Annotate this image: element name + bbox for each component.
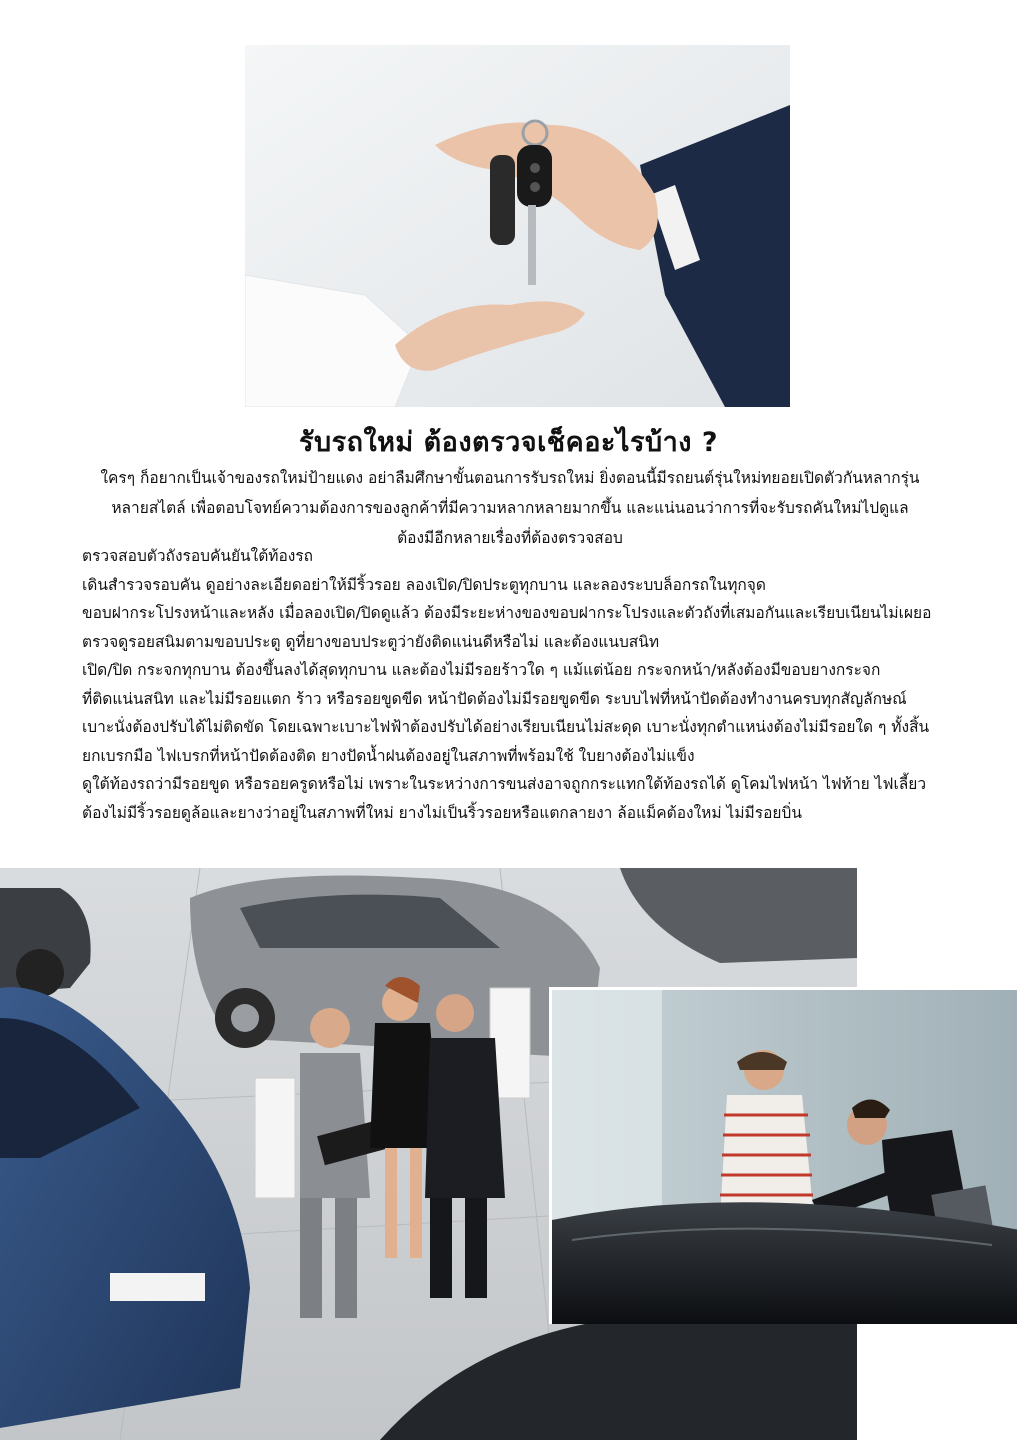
body-line: ต้องไม่มีริ้วรอยดูล้อและยางว่าอยู่ในสภาพที่ใหม่ ยางไม่เป็นริ้วรอยหรือแตกลายงา ล้อแม็คต้องใหม่ ไม่มีรอยบิ่น [82,803,802,822]
body-line: ยกเบรกมือ ไฟเบรกที่หน้าปัดต้องติด ยางปัดน้ำฝนต้องอยู่ในสภาพที่พร้อมใช้ ใบยางต้องไม่แข็ง [82,746,695,765]
body-line: ตรวจดูรอยสนิมตามขอบประตู ดูที่ยางขอบประตูว่ายังติดแน่นดีหรือไม่ และต้องแนบสนิท [82,632,660,651]
body-line: ดูใต้ท้องรถว่ามีรอยขูด หรือรอยครูดหรือไม่ เพราะในระหว่างการขนส่งอาจถูกกระแทกใต้ท้องรถได้ ดูโคมไฟหน้า ไฟท้าย ไฟเลี้ยว [82,775,927,793]
article-title: รับรถใหม่ ต้องตรวจเช็คอะไรบ้าง ? [298,427,719,458]
intro-line: หลายสไตล์ เพื่อตอบโจทย์ความต้องการของลูกค้าที่มีความหลากหลายมากขึ้น และแน่นอนว่าการที่จะรับรถคันใหม่ไปดูแล [111,499,909,517]
body-line: ขอบฝากระโปรงหน้าและหลัง เมื่อลองเปิด/ปิดดูแล้ว ต้องมีระยะห่างของขอบฝากระโปรงและตัวถังที่เสมอกันและเรียบเนียนไม่เผยอ [82,604,932,622]
article-intro [70,463,950,553]
car-inspection-photo [549,987,1017,1324]
body-line: เบาะนั่งต้องปรับได้ไม่ติดขัด โดยเฉพาะเบาะไฟฟ้าต้องปรับได้อย่างเรียบเนียนไม่สะดุด เบาะนั่งทุกตำแหน่งต้องไม่มีรอยใด ๆ ทั้งสิ้น [82,718,930,736]
article-body [82,542,962,827]
body-line: เดินสำรวจรอบคัน ดูอย่างละเอียดอย่าให้มีริ้วรอย ลองเปิด/ปิดประตูทุกบาน และลองระบบล็อกรถในทุกจุด [82,575,766,594]
body-line: เปิด/ปิด กระจกทุกบาน ต้องขึ้นลงได้สุดทุกบาน และต้องไม่มีรอยร้าวใด ๆ แม้แต่น้อย กระจกหน้า/หลังต้องมีขอบยางกระจก [82,661,881,679]
intro-line: ต้องมีอีกหลายเรื่องที่ต้องตรวจสอบ [397,529,623,547]
intro-line: ใครๆ ก็อยากเป็นเจ้าของรถใหม่ป้ายแดง อย่าลืมศึกษาขั้นตอนการรับรถใหม่ ยิ่งตอนนี้มีรถยนต์รุ่นใหม่ทยอยเปิดตัวกันหลากรุ่น [100,469,920,487]
body-line: ที่ติดแน่นสนิท และไม่มีรอยแตก ร้าว หรือรอยขูดขีด หน้าปัดต้องไม่มีรอยขูดขีด ระบบไฟที่หน้าปัดต้องทำงานครบทุกสัญลักษณ์ [82,689,907,708]
section-heading: ตรวจสอบตัวถังรอบคันยันใต้ท้องรถ [82,547,314,565]
car-key-handover-photo [245,45,790,407]
